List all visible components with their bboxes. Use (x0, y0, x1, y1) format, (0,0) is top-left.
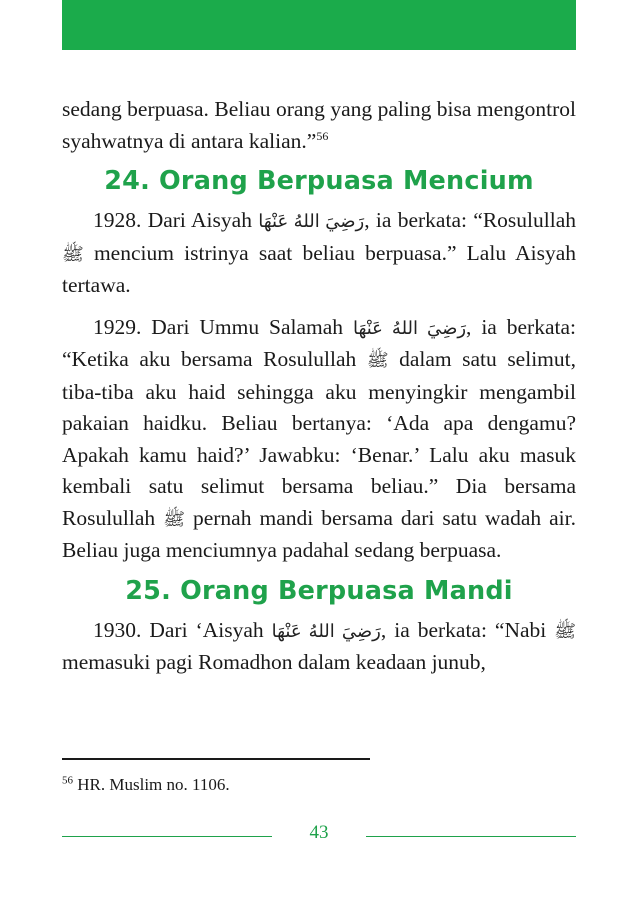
hadith-text: , ia berkata: “Nabi (380, 617, 555, 642)
hadith-text: dalam satu selimut, tiba-tiba aku haid sehingga aku menyingkir mengambil pakaian haidku. Beliau bertanya: ‘Ada apa dengamu? Apakah kamu haid?’ Jawabku: ‘Benar.’ Lalu aku masuk kembali satu selimut bersama beliau.” Dia bersama Rosulullah (62, 347, 576, 530)
page-number: 43 (309, 822, 329, 843)
radhiyallahu-anha-honorific: رَضِيَ اللهُ عَنْهَا (271, 620, 381, 641)
hadith-text: mencium istrinya saat beliau berpuasa.” Lalu Aisyah tertawa. (62, 240, 576, 297)
hadith-1929 (62, 312, 576, 567)
radhiyallahu-anha-honorific: رَضِيَ اللهُ عَنْهَا (352, 317, 467, 338)
section-heading-25: 25. Orang Berpuasa Mandi (125, 575, 513, 606)
hadith-text: , ia berkata: “Ketika aku bersama Rosulullah (62, 314, 576, 371)
hadith-1928 (62, 205, 576, 302)
shallallahu-alaihi-wasallam-honorific: ﷺ (366, 350, 389, 370)
shallallahu-alaihi-wasallam-honorific: ﷺ (163, 508, 185, 529)
footer-rule-left (62, 836, 272, 837)
shallallahu-alaihi-wasallam-honorific: ﷺ (554, 620, 577, 641)
radhiyallahu-anha-honorific: رَضِيَ اللهُ عَنْهَا (258, 211, 365, 231)
footnote-number: 56 (62, 774, 73, 787)
footer-rule-right (366, 836, 576, 837)
hadith-text: memasuki pagi Romadhon dalam keadaan junub, (62, 650, 486, 674)
footnote (62, 774, 230, 796)
hadith-text: 1930. Dari ‘Aisyah (93, 617, 272, 642)
hadith-text: , ia berkata: “Rosulullah (364, 208, 576, 232)
section-heading-24: 24. Orang Berpuasa Mencium (104, 166, 534, 196)
page-content (62, 94, 576, 679)
hadith-text: pernah mandi bersama dari satu wadah air. Beliau juga menciumnya padahal sedang berpuasa. (62, 505, 577, 562)
shallallahu-alaihi-wasallam-honorific: ﷺ (62, 243, 84, 264)
paragraph-continued (62, 94, 576, 157)
hadith-1930 (62, 615, 576, 679)
hadith-text: 1929. Dari Ummu Salamah (93, 314, 353, 339)
hadith-text: 1928. Dari Aisyah (93, 208, 259, 232)
top-color-bar (62, 0, 576, 50)
footnote-text: HR. Muslim no. 1106. (73, 775, 230, 794)
footnote-divider (62, 758, 370, 760)
paragraph-text: sedang berpuasa. Beliau orang yang paling bisa mengontrol syahwatnya di antara kalian.” (62, 97, 576, 153)
footnote-reference[interactable]: 56 (316, 128, 329, 143)
